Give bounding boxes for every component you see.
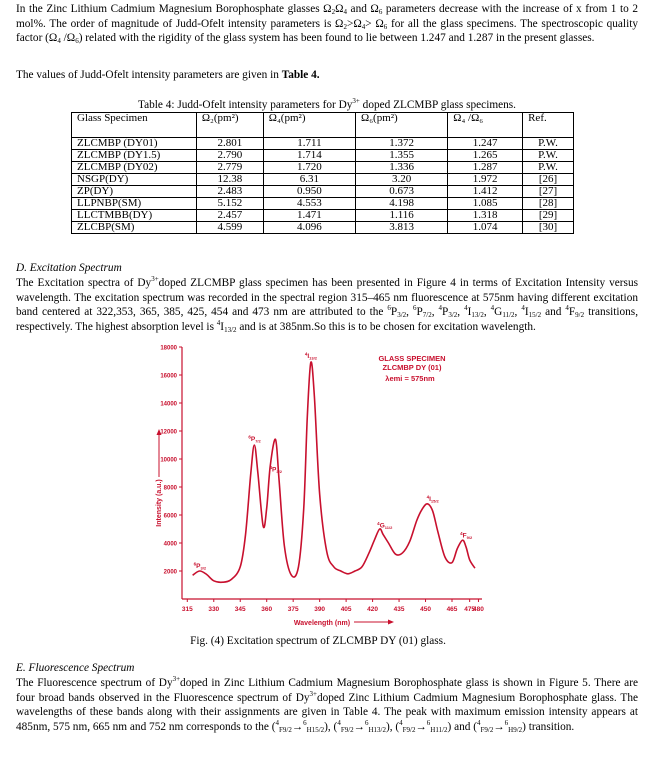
x-tick-label: 375: [287, 606, 299, 613]
subscript: 13/2: [224, 325, 237, 334]
table-row: [72, 138, 574, 150]
table-cell: 4.553: [263, 198, 355, 210]
paragraph-text: ), (: [385, 720, 400, 733]
peak-label-symbol: P: [250, 435, 256, 443]
table-cell: 3.20: [356, 174, 448, 186]
subscript: 9/2: [575, 311, 585, 319]
superscript: 3+: [352, 97, 360, 105]
arrow-icon: →: [415, 720, 427, 733]
paragraph-text: ) and (: [447, 720, 478, 733]
table-cell: 3.813: [356, 222, 448, 234]
table-cell: P.W.: [523, 150, 574, 162]
paragraph-text: The Excitation spectra of Dy: [16, 277, 152, 289]
subscript: 3/2: [448, 311, 458, 319]
peak-label: [377, 521, 393, 530]
separator: ,: [457, 306, 465, 318]
intro-text: Ω: [335, 3, 344, 15]
table-row: [72, 186, 574, 198]
table-cell: 1.471: [263, 210, 355, 222]
intro-paragraph-2: [16, 68, 638, 83]
table-cell: 2.790: [196, 150, 263, 162]
glass-specimen-cell: LLPNBP(SM): [72, 198, 197, 210]
peak-label-symbol: F: [462, 532, 467, 540]
y-tick-label: 2000: [163, 569, 177, 576]
separator: ,: [431, 306, 439, 318]
term-symbol: P: [390, 306, 398, 318]
table-cell: [29]: [523, 210, 574, 222]
caption-text: doped ZLCMBP glass specimens.: [359, 99, 517, 111]
table-cell: 2.483: [196, 186, 263, 198]
table-cell: 1.336: [356, 162, 448, 174]
table-cell: 1.085: [448, 198, 523, 210]
peak-label-sup: 6: [193, 561, 197, 567]
table-cell: 1.714: [263, 150, 355, 162]
y-tick-label: 8000: [163, 485, 177, 492]
superscript: 4: [464, 304, 468, 312]
peak-label: [460, 531, 473, 540]
superscript: 3+: [172, 675, 181, 683]
y-tick-label: 10000: [160, 457, 177, 464]
table-cell: [30]: [523, 222, 574, 234]
subscript: 4: [57, 37, 61, 45]
peak-label-sub: 3/2: [200, 565, 207, 571]
transition-term: [275, 718, 325, 734]
peak-label-symbol: G: [379, 522, 385, 530]
subscript: H13/2: [368, 725, 386, 734]
superscript: 6: [412, 304, 417, 312]
separator: ,: [406, 306, 413, 318]
judd-ofelt-table: [71, 112, 574, 234]
superscript: 4: [477, 718, 481, 727]
table-cell: 1.074: [448, 222, 523, 234]
x-tick-label: 315: [181, 606, 193, 613]
peak-label-symbol: P: [272, 466, 277, 474]
table-cell: 5.152: [196, 198, 263, 210]
table-cell: 4.599: [196, 222, 263, 234]
x-tick-label: 435: [393, 606, 405, 613]
term-symbol: I: [220, 320, 225, 333]
intro-text: The values of Judd-Ofelt intensity parameters are given in: [16, 69, 282, 81]
superscript: 6: [504, 718, 509, 727]
table-cell: [26]: [523, 174, 574, 186]
glass-specimen-cell: ZLCMBP (DY01): [72, 138, 197, 150]
peak-label-sup: 4: [426, 494, 430, 500]
peak-label: [427, 495, 440, 504]
table-header-row: [72, 113, 574, 138]
caption-text: Table 4: Judd-Ofelt intensity parameters for Dy: [137, 99, 353, 111]
intro-text: > Ω: [365, 17, 384, 30]
table-cell: 2.457: [196, 210, 263, 222]
peak-label-sup: 4: [377, 521, 380, 527]
superscript: 4: [399, 718, 403, 727]
x-tick-label: 465: [446, 606, 458, 613]
table-cell: 1.372: [356, 138, 448, 150]
table-cell: 1.720: [263, 162, 355, 174]
x-tick-label: 360: [261, 606, 273, 613]
peak-label-sub: 7/2: [255, 438, 261, 444]
table-cell: P.W.: [523, 162, 574, 174]
table-cell: 1.355: [356, 150, 448, 162]
legend-sample: ZLCMBP DY (01): [382, 363, 442, 372]
table-cell: [27]: [523, 186, 574, 198]
peak-label-sup: 4: [460, 530, 463, 536]
superscript: 6: [387, 304, 391, 312]
y-tick-label: 14000: [160, 401, 177, 408]
paragraph-text: doped in Zinc Lithium Cadmium Magnesium Borophosphate glass is shown in Figure 5. There are four broad bands observed in the Fluorescence spectrum of Dy: [16, 677, 638, 704]
peak-label-sup: 6: [248, 434, 251, 440]
table-cell: 1.711: [263, 138, 355, 150]
peak-label-sub: 15/2: [430, 498, 439, 504]
table-cell: 6.31: [263, 174, 355, 186]
table-cell: P.W.: [523, 138, 574, 150]
arrow-icon: →: [291, 720, 304, 733]
x-tick-label: 330: [208, 606, 220, 613]
paragraph-text: and is at 385nm.So this is to be chosen for excitation wavelength.: [236, 320, 536, 333]
subscript: 15/2: [528, 311, 542, 319]
x-axis-arrowhead: [388, 620, 394, 625]
x-tick-label: 405: [340, 606, 352, 613]
x-tick-label: 475: [464, 606, 476, 613]
term-symbol: P: [416, 306, 423, 318]
peak-label-sub: 13/2: [309, 355, 317, 361]
subscript: 11/2: [502, 311, 515, 319]
y-axis-label: Intensity (a.u.): [156, 479, 163, 527]
table-caption: [16, 98, 638, 112]
table-row: [72, 210, 574, 222]
table-cell: 4.096: [263, 222, 355, 234]
column-header: Glass Specimen: [72, 113, 197, 138]
table-cell: 0.950: [263, 186, 355, 198]
fluorescence-paragraph: [16, 676, 638, 734]
arrow-icon: →: [493, 720, 505, 733]
term-list: [387, 306, 588, 318]
table-row: [72, 198, 574, 210]
section-heading-fluorescence: E. Fluorescence Spectrum: [16, 662, 135, 674]
table-row: [72, 222, 574, 234]
x-tick-label: 390: [314, 606, 326, 613]
x-axis-label: Wavelength (nm): [293, 620, 351, 627]
glass-specimen-cell: LLCTMBB(DY): [72, 210, 197, 222]
x-tick-label: 345: [234, 606, 246, 613]
subscript: 3/2: [397, 311, 407, 319]
y-tick-label: 16000: [160, 373, 177, 380]
table-cell: 0.673: [356, 186, 448, 198]
glass-specimen-cell: ZP(DY): [72, 186, 197, 198]
peak-label-symbol: I: [429, 496, 431, 503]
transition-term: [477, 718, 523, 734]
glass-specimen-cell: ZLCMBP (DY1.5): [72, 150, 197, 162]
separator: ,: [514, 306, 522, 318]
subscript: 2: [343, 22, 347, 31]
table-row: [72, 162, 574, 174]
term-symbol: G: [494, 306, 503, 318]
separator: and: [541, 306, 566, 318]
peak-label-symbol: I: [307, 353, 310, 361]
term-symbol: F: [568, 306, 576, 318]
superscript: 3+: [151, 275, 159, 283]
intro-text: >Ω: [346, 17, 362, 30]
paragraph-text: The Fluorescence spectrum of Dy: [16, 677, 173, 689]
superscript: 6: [426, 718, 431, 727]
table-cell: 1.287: [448, 162, 523, 174]
column-header: Ω₂(pm²): [196, 113, 263, 138]
subscript: F9/2: [340, 725, 354, 734]
y-tick-label: 18000: [160, 345, 177, 352]
table-cell: 12.38: [196, 174, 263, 186]
intro-text: parameters decrease with the increase of x from 1 to 2 mol%. The order of magnitude of Judd-Ofelt intensity parameters is Ω: [16, 3, 639, 30]
peak-label-sub: 3/2: [276, 469, 282, 475]
arrow-icon: →: [353, 720, 365, 733]
excitation-paragraph: [16, 276, 638, 334]
table-cell: 2.801: [196, 138, 263, 150]
x-tick-label: 450: [420, 606, 431, 613]
excitation-chart-svg: [148, 339, 488, 635]
highest-level-term: [216, 318, 237, 334]
superscript: 4: [438, 304, 443, 312]
y-tick-label: 4000: [163, 541, 177, 548]
table-cell: 4.198: [356, 198, 448, 210]
subscript: 2: [331, 8, 336, 16]
peak-label-symbol: P: [196, 563, 201, 571]
subscript: H11/2: [430, 725, 448, 734]
superscript: 4: [337, 718, 341, 727]
legend-title: GLASS SPECIMEN: [378, 354, 446, 363]
subscript: 4: [361, 22, 366, 31]
subscript: F9/2: [402, 725, 416, 734]
glass-specimen-cell: ZLCMBP (DY02): [72, 162, 197, 174]
y-tick-label: 12000: [160, 429, 177, 436]
transition-term: [399, 718, 448, 734]
superscript: 6: [364, 718, 369, 727]
superscript: 4: [216, 318, 221, 327]
excitation-chart: [148, 339, 488, 635]
x-tick-label: 480: [473, 606, 484, 613]
paragraph-text: doped Zinc Lithium Cadmium Magnesium Borophosphate glass. The wavelengths of these bands along with their assignments are given in Table 4. The peak with maximum emission intensity appears at 485nm, 575 nm, 665 nm and 752 nm corresponds to the (: [16, 691, 638, 733]
superscript: 6: [303, 718, 307, 727]
peak-label-sub: 11/2: [384, 525, 393, 531]
intro-text: /Ω: [60, 32, 76, 44]
column-header: Ref.: [523, 113, 574, 138]
intro-paragraph: [16, 2, 638, 46]
table-cell: 1.247: [448, 138, 523, 150]
column-header: Ω₄(pm²): [263, 113, 355, 138]
table-reference: Table 4.: [281, 69, 320, 81]
peak-label: [194, 562, 207, 571]
table-cell: 1.972: [448, 174, 523, 186]
transition-term: [337, 718, 386, 734]
subscript: 6: [383, 22, 388, 31]
peak-label: [305, 352, 318, 361]
table-cell: [28]: [523, 198, 574, 210]
intro-text: and Ω: [346, 3, 379, 15]
subscript: F9/2: [480, 725, 494, 734]
glass-specimen-cell: ZLCBP(SM): [72, 222, 197, 234]
peak-label-sub: 9/2: [466, 534, 473, 540]
superscript: 4: [275, 718, 279, 727]
legend-emission: λemi = 575nm: [385, 374, 435, 383]
subscript: 6: [378, 8, 383, 16]
column-header: Ω₆(pm²): [356, 113, 448, 138]
paragraph-text: doped ZLCMBP glass specimen has been presented in Figure 4 in terms of Excitation Intensity versus wavelength. The excitation spectrum was recorded in the spectral region 315–465 nm fluorescence at 575nm having different excitation band centered at 322,353, 365, 385, 425, 454 and 473 nm are attributed to the: [16, 277, 638, 318]
intro-text: for all the glass specimens. The spectroscopic quality factor (Ω: [16, 17, 638, 44]
paragraph-text: transitions, respectively. The highest absorption level is: [16, 306, 639, 333]
peak-label: [248, 434, 261, 443]
subscript: H15/2: [306, 725, 325, 734]
subscript: 7/2: [422, 311, 432, 319]
y-tick-label: 6000: [163, 513, 177, 520]
paragraph-text: ), (: [324, 720, 338, 733]
paragraph-text: ) transition.: [522, 720, 575, 733]
intro-text: In the Zinc Lithium Cadmium Magnesium Borophosphate glasses Ω: [16, 3, 332, 15]
figure-caption: Fig. (4) Excitation spectrum of ZLCMBP DY (01) glass.: [190, 635, 446, 647]
table-cell: 1.265: [448, 150, 523, 162]
excitation-series-line: [193, 362, 475, 582]
table-cell: 2.779: [196, 162, 263, 174]
table-row: [72, 150, 574, 162]
subscript: F9/2: [279, 725, 292, 734]
term-symbol: I: [467, 306, 472, 318]
table-cell: 1.116: [356, 210, 448, 222]
peak-label-sup: 4: [269, 465, 273, 471]
subscript: 4: [343, 8, 347, 16]
peak-label: [270, 465, 283, 474]
superscript: 4: [565, 304, 569, 312]
table-row: [72, 174, 574, 186]
table-cell: 1.412: [448, 186, 523, 198]
superscript: 3+: [309, 689, 317, 698]
subscript: 6: [75, 37, 79, 45]
x-tick-label: 420: [367, 606, 379, 613]
term-symbol: I: [524, 306, 529, 318]
subscript: H9/2: [508, 725, 523, 734]
section-heading-excitation: D. Excitation Spectrum: [16, 262, 122, 274]
table-cell: 1.318: [448, 210, 523, 222]
superscript: 4: [490, 304, 495, 312]
column-header: Ω₄ /Ω₆: [448, 113, 523, 138]
glass-specimen-cell: NSGP(DY): [72, 174, 197, 186]
intro-text: ) related with the rigidity of the glass system has been found to lie between 1.247 and 1.287 in the present glasses.: [78, 32, 595, 44]
superscript: 4: [521, 304, 525, 312]
peak-label-sup: 4: [304, 351, 308, 357]
subscript: 13/2: [471, 311, 484, 319]
term-symbol: P: [442, 306, 449, 318]
separator: ,: [483, 306, 491, 318]
